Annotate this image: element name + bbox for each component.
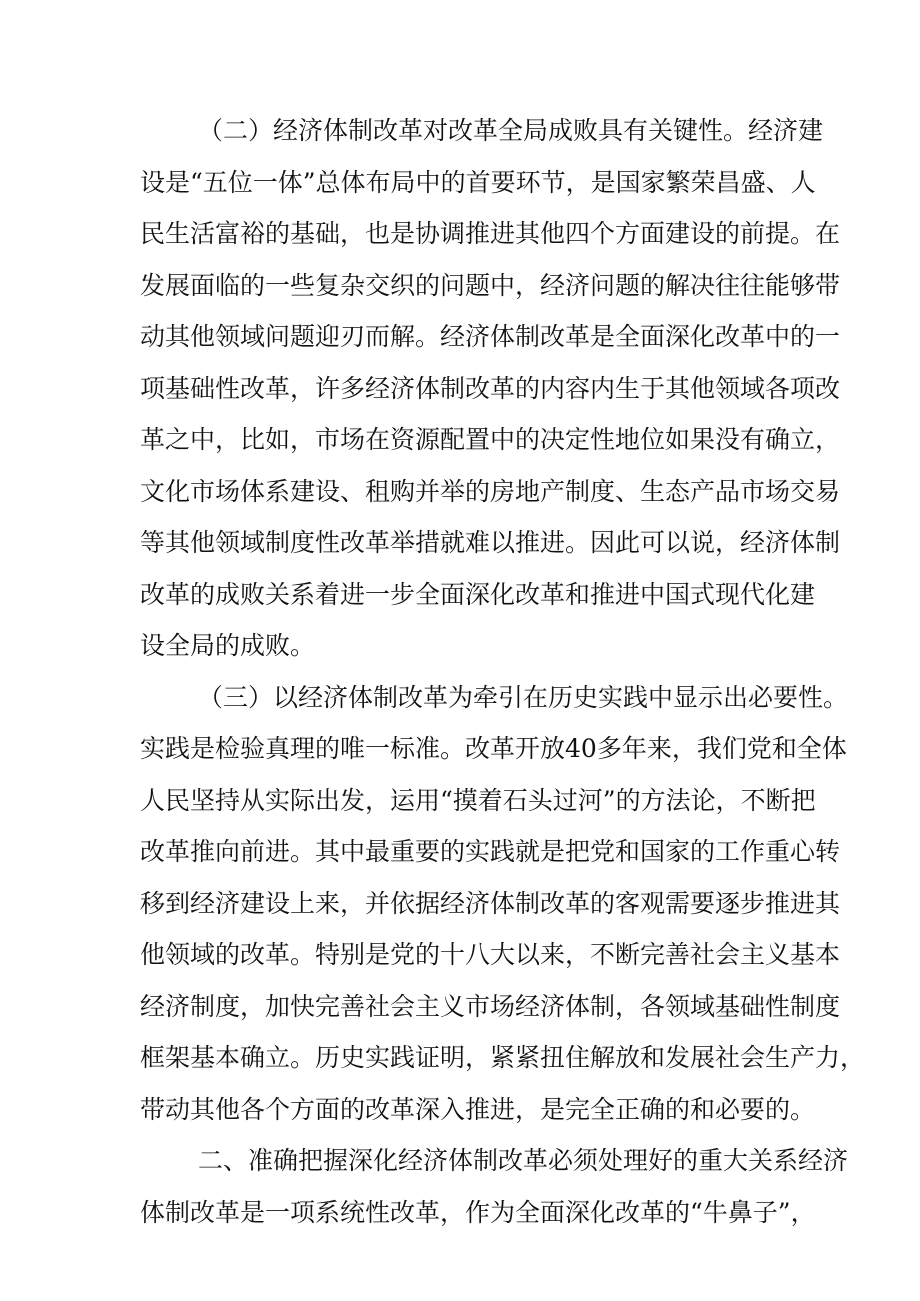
text-line: 他领域的改革。特别是党的十八大以来，不断完善社会主义基本 [140, 940, 841, 969]
text-line: 经济制度，加快完善社会主义市场经济体制，各领域基础性制度 [140, 992, 841, 1021]
text-line: 动其他领域问题迎刃而解。经济体制改革是全面深化改革中的一 [140, 322, 841, 351]
text-line: 设全局的成败。 [140, 631, 316, 660]
text-line: 框架基本确立。历史实践证明，紧紧扭住解放和发展社会生产力， [140, 1043, 866, 1072]
text-line: 改革的成败关系着进一步全面深化改革和推进中国式现代化建 [140, 580, 816, 609]
text-line: 实践是检验真理的唯一标准。改革开放40多年来，我们党和全体 [140, 734, 847, 763]
section-2-heading-line: 二、准确把握深化经济体制改革必须处理好的重大关系经济 [198, 1146, 849, 1175]
text-line: 等其他领域制度性改革举措就难以推进。因此可以说，经济体制 [140, 528, 841, 557]
text-line: 发展面临的一些复杂交织的问题中，经济问题的解决往往能够带 [140, 271, 841, 300]
paragraph-3-heading-line: （三）以经济体制改革为牵引在历史实践中显示出必要性。 [198, 683, 849, 712]
text-line: 设是“五位一体”总体布局中的首要环节，是国家繁荣昌盛、人 [140, 168, 816, 197]
text-line: 移到经济建设上来，并依据经济体制改革的客观需要逐步推进其 [140, 889, 841, 918]
paragraph-2-heading-line: （二）经济体制改革对改革全局成败具有关键性。经济建 [198, 116, 824, 145]
text-line: 革之中，比如，市场在资源配置中的决定性地位如果没有确立， [140, 425, 841, 454]
text-line: 项基础性改革，许多经济体制改革的内容内生于其他领域各项改 [140, 374, 841, 403]
text-line: 带动其他各个方面的改革深入推进，是完全正确的和必要的。 [140, 1095, 816, 1124]
text-line: 人民坚持从实际出发，运用“摸着石头过河”的方法论，不断把 [140, 786, 816, 815]
text-line: 改革推向前进。其中最重要的实践就是把党和国家的工作重心转 [140, 837, 841, 866]
text-line: 民生活富裕的基础，也是协调推进其他四个方面建设的前提。在 [140, 219, 841, 248]
text-line: 文化市场体系建设、租购并举的房地产制度、生态产品市场交易 [140, 477, 841, 506]
text-line: 体制改革是一项系统性改革，作为全面深化改革的“牛鼻子”， [140, 1198, 816, 1227]
